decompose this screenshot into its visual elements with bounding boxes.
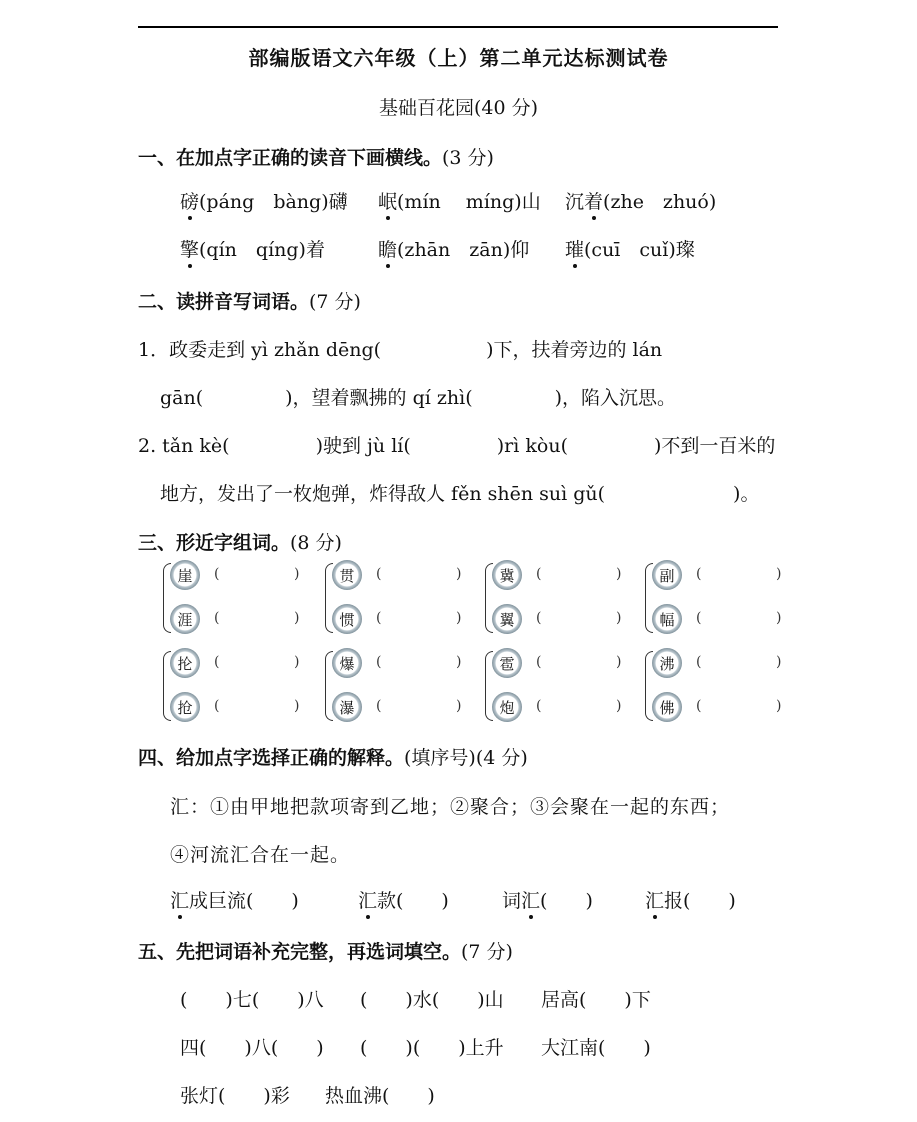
s4-item: 词汇( ) [502, 886, 593, 913]
paren-close: ) [294, 566, 300, 582]
paren-close: ) [456, 610, 462, 626]
s1-item: 擎(qín qíng)着 [180, 235, 325, 262]
paren-open: ( [696, 698, 702, 714]
section3-heading-text: 三、形近字组词。 [138, 532, 291, 554]
s4-item: 汇款( ) [358, 886, 449, 913]
answer-blank[interactable] [224, 608, 294, 630]
section4-heading [138, 743, 528, 770]
paren-open: ( [376, 654, 382, 670]
paren-open: ( [696, 610, 702, 626]
answer-blank[interactable] [224, 652, 294, 674]
dotted-char: 岷 [378, 187, 397, 214]
paren-open: ( [214, 566, 220, 582]
answer-blank[interactable] [224, 696, 294, 718]
s5-word: 居高( )下 [541, 989, 651, 1011]
section5-heading [138, 937, 513, 964]
paren-close: ) [616, 610, 622, 626]
s1-item: 岷(mín míng)山 [378, 187, 541, 214]
answer-blank[interactable] [706, 652, 776, 674]
paren-open: ( [696, 654, 702, 670]
paren-open: ( [536, 654, 542, 670]
dotted-char: 汇 [358, 886, 377, 913]
section2-points: (7 分) [309, 291, 361, 313]
s2-q2-line2: 地方，发出了一枚炮弹，炸得敌人 fěn shēn suì gǔ( )。 [160, 483, 760, 505]
character-stamp: 沸 [652, 648, 682, 678]
character-stamp: 瀑 [332, 692, 362, 722]
s1-item: 磅(páng bàng)礴 [180, 187, 348, 214]
s4-item: 汇成巨流( ) [170, 886, 299, 913]
dotted-char: 汇 [645, 886, 664, 913]
answer-blank[interactable] [546, 608, 616, 630]
section1-points: (3 分) [442, 147, 494, 169]
paren-close: ) [294, 610, 300, 626]
s5-word: 热血沸( ) [325, 1085, 435, 1107]
answer-blank[interactable] [706, 696, 776, 718]
s1-item: 瞻(zhān zān)仰 [378, 235, 529, 262]
answer-blank[interactable] [386, 652, 456, 674]
character-stamp: 抢 [170, 692, 200, 722]
dotted-char: 着 [584, 187, 603, 214]
answer-blank[interactable] [706, 608, 776, 630]
s5-word: ( )七( )八 [180, 989, 324, 1011]
paren-close: ) [616, 654, 622, 670]
section1-heading-text: 一、在加点字正确的读音下画横线。 [138, 147, 443, 169]
section2-heading [138, 287, 361, 314]
definition-line-2: ④河流汇合在一起。 [170, 844, 351, 866]
section4-note: (填序号) [404, 747, 476, 769]
character-stamp: 佛 [652, 692, 682, 722]
paren-close: ) [776, 566, 782, 582]
dotted-char: 磅 [180, 187, 199, 214]
definition-line-1: 汇：①由甲地把款项寄到乙地；②聚合；③会聚在一起的东西； [170, 796, 731, 818]
paren-open: ( [376, 610, 382, 626]
paren-open: ( [214, 610, 220, 626]
answer-blank[interactable] [546, 564, 616, 586]
paren-open: ( [536, 610, 542, 626]
paren-close: ) [456, 654, 462, 670]
paren-open: ( [214, 654, 220, 670]
top-rule [138, 26, 778, 28]
paren-close: ) [294, 698, 300, 714]
dotted-char: 璀 [565, 235, 584, 262]
paren-close: ) [776, 654, 782, 670]
section2-heading-text: 二、读拼音写词语。 [138, 291, 310, 313]
section1-heading [138, 143, 494, 170]
paren-close: ) [294, 654, 300, 670]
character-stamp: 惯 [332, 604, 362, 634]
section3-points: (8 分) [290, 532, 342, 554]
s2-q1-line2: gān( )，望着飘拂的 qí zhì( )，陷入沉思。 [160, 387, 677, 409]
section3-heading [138, 528, 342, 555]
dotted-char: 瞻 [378, 235, 397, 262]
s2-q1-line1: 1．政委走到 yì zhǎn dēng( )下，扶着旁边的 lán [138, 339, 663, 361]
s2-q2-line1: 2. tǎn kè( )驶到 jù lí( )rì kòu( )不到一百米的 [138, 435, 776, 457]
paren-close: ) [456, 698, 462, 714]
character-stamp: 雹 [492, 648, 522, 678]
paren-open: ( [376, 566, 382, 582]
dotted-char: 擎 [180, 235, 199, 262]
character-stamp: 幅 [652, 604, 682, 634]
s4-item: 汇报( ) [645, 886, 736, 913]
character-stamp: 翼 [492, 604, 522, 634]
paren-close: ) [776, 698, 782, 714]
s1-item: 璀(cuī cuǐ)璨 [565, 235, 695, 262]
character-stamp: 贯 [332, 560, 362, 590]
s5-word: ( )水( )山 [360, 989, 504, 1011]
paren-close: ) [616, 698, 622, 714]
character-stamp: 冀 [492, 560, 522, 590]
character-stamp: 崖 [170, 560, 200, 590]
paren-open: ( [536, 698, 542, 714]
section4-heading-text: 四、给加点字选择正确的解释。 [138, 747, 405, 769]
s1-item: 沉着(zhe zhuó) [565, 187, 716, 214]
paren-close: ) [456, 566, 462, 582]
section5-points: (7 分) [461, 941, 513, 963]
s5-word: 张灯( )彩 [180, 1085, 290, 1107]
s5-word: 四( )八( ) [180, 1037, 324, 1059]
answer-blank[interactable] [224, 564, 294, 586]
dotted-char: 汇 [521, 886, 540, 913]
paren-close: ) [616, 566, 622, 582]
answer-blank[interactable] [386, 564, 456, 586]
character-stamp: 炮 [492, 692, 522, 722]
answer-blank[interactable] [386, 696, 456, 718]
paren-open: ( [696, 566, 702, 582]
answer-blank[interactable] [546, 696, 616, 718]
s5-word: 大江南( ) [541, 1037, 651, 1059]
character-stamp: 副 [652, 560, 682, 590]
paren-open: ( [536, 566, 542, 582]
answer-blank[interactable] [706, 564, 776, 586]
paren-open: ( [214, 698, 220, 714]
page-subtitle: 基础百花园(40 分) [378, 97, 539, 119]
character-stamp: 爆 [332, 648, 362, 678]
paren-close: ) [776, 610, 782, 626]
dotted-char: 汇 [170, 886, 189, 913]
s5-word: ( )( )上升 [360, 1037, 504, 1059]
section5-heading-text: 五、先把词语补充完整，再选词填空。 [138, 941, 462, 963]
answer-blank[interactable] [546, 652, 616, 674]
page-title: 部编版语文六年级（上）第二单元达标测试卷 [248, 46, 669, 70]
paren-open: ( [376, 698, 382, 714]
character-stamp: 涯 [170, 604, 200, 634]
answer-blank[interactable] [386, 608, 456, 630]
section4-points: (4 分) [475, 747, 528, 769]
character-stamp: 抡 [170, 648, 200, 678]
